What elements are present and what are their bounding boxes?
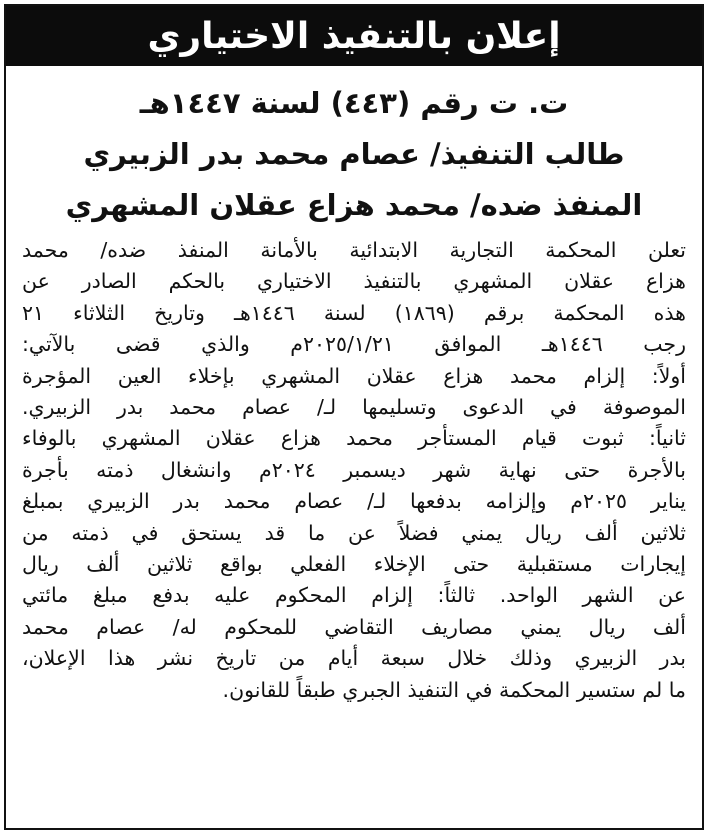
respondent-heading: المنفذ ضده/ محمد هزاع عقلان المشهري — [65, 188, 643, 222]
body-line: إيجارات مستقبلية حتى الإخلاء الفعلي بواقع ثلاثين ألف ريال — [22, 552, 686, 577]
body-line: الموصوفة في الدعوى وتسليمها لـ/ عصام محمد بدر الزبيري. — [22, 395, 686, 420]
body-line: ثلاثين ألف ريال يمني فضلاً عن ما قد يستحق في ذمته من — [22, 520, 686, 545]
banner-title: إعلان بالتنفيذ الاختياري — [147, 15, 561, 57]
body-line: ثانياً: ثبوت قيام المستأجر محمد هزاع عقلان المشهري بالوفاء — [22, 426, 686, 451]
body-line: بدر الزبيري وذلك خلال سبعة أيام من تاريخ نشر هذا الإعلان، — [22, 646, 686, 671]
notice-body — [6, 231, 702, 706]
case-headings — [6, 78, 702, 231]
body-line: تعلن المحكمة التجارية الابتدائية بالأمانة المنفذ ضده/ محمد — [22, 238, 686, 262]
notice-banner — [6, 6, 702, 66]
body-line: هذه المحكمة برقم (١٨٦٩) لسنة ١٤٤٦هـ وتاريخ الثلاثاء ٢١ — [22, 300, 686, 325]
body-line: ما لم ستسير المحكمة في التنفيذ الجبري طبقاً للقانون. — [222, 677, 686, 702]
body-line: عن الشهر الواحد. ثالثاً: إلزام المحكوم عليه بدفع مبلغ مائتي — [22, 583, 686, 608]
notice-box — [4, 4, 704, 830]
applicant-heading: طالب التنفيذ/ عصام محمد بدر الزبيري — [83, 137, 625, 171]
body-line: أولاً: إلزام محمد هزاع عقلان المشهري بإخلاء العين المؤجرة — [22, 363, 686, 388]
body-line: رجب ١٤٤٦هـ الموافق ٢٠٢٥/١/٢١م والذي قضى بالآتي: — [22, 332, 687, 357]
body-line: هزاع عقلان المشهري بالتنفيذ الاختياري بالحكم الصادر عن — [22, 269, 686, 294]
body-line: بالأجرة حتى نهاية شهر ديسمبر ٢٠٢٤م وانشغال ذمته بأجرة — [22, 457, 686, 482]
body-line: ألف ريال يمني مصاريف التقاضي للمحكوم له/ عصام محمد — [22, 614, 686, 639]
body-line: يناير ٢٠٢٥م وإلزامه بدفعها لـ/ عصام محمد بدر الزبيري بمبلغ — [22, 489, 687, 514]
case-number-heading: ت. ت رقم (٤٤٣) لسنة ١٤٤٧هـ — [139, 86, 569, 120]
